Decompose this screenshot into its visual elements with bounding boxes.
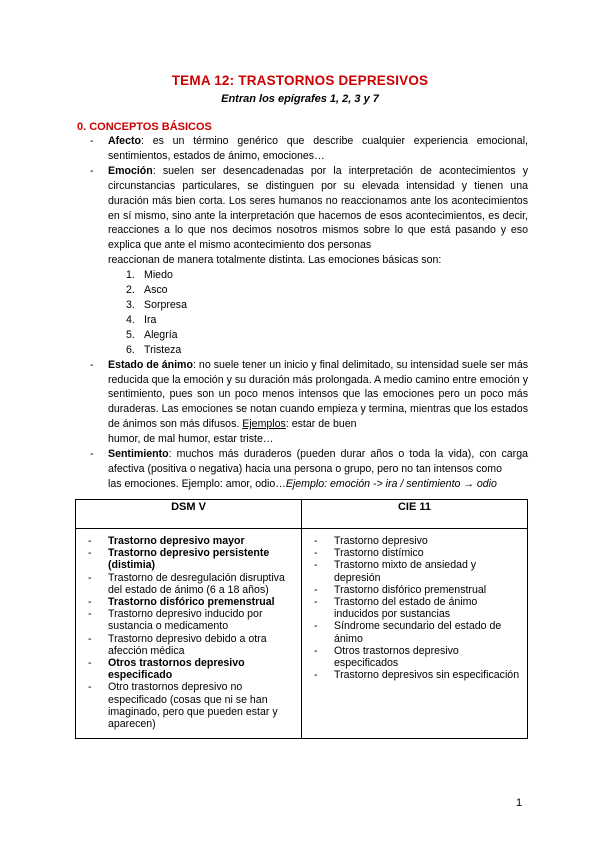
- concept-text-last: reaccionan de manera totalmente distinta. Las emociones básicas son:: [108, 254, 442, 267]
- dsm-item-text: Trastorno depresivo mayor: [108, 535, 245, 547]
- examples-text: : estar de buen: [285, 418, 357, 431]
- cie-item: - Trastorno mixto de ansiedad y depresión: [314, 559, 477, 584]
- dsm-column: [76, 529, 302, 739]
- concept-afecto: - Afecto: es un término genérico que describe cualquier experiencia emocional, sentimientos, estados de ánimo, emociones…: [90, 135, 528, 162]
- emotion-label: Alegría: [144, 328, 178, 341]
- dsm-item-text: Trastorno depresivo inducido por sustancia o medicamento: [108, 608, 263, 633]
- emotion-label: Miedo: [144, 269, 173, 282]
- emotion-item: [108, 298, 528, 313]
- cie-item-text: Otros trastornos depresivo especificados: [334, 644, 459, 670]
- table-header-dsm: DSM V: [76, 500, 302, 529]
- emotion-label: Tristeza: [144, 343, 182, 356]
- cie-item: - Otros trastornos depresivo especificados: [314, 644, 459, 670]
- dsm-item-text: Trastorno depresivo debido a otra afección médica: [108, 632, 267, 657]
- dsm-item: - Trastorno de desregulación disruptiva del estado de ánimo (6 a 18 años): [88, 571, 285, 596]
- concept-emocion: - Emoción: suelen ser desencadenadas por la interpretación de acontecimientos y circunstancias particulares, se distinguen por su elevada intensidad y tienen una duración más bien corta. Los seres humanos no reaccionamos ante los acontecimientos en sí mismo, sino ante la interpretación que hacemos de esos acontecimientos, es decir, reacciones a lo que nos decimos nosotros mismos sobre lo que está pasando y eso explica que ante el mismo acontecimiento dos personas reaccionan de manera totalmente distinta. Las emociones básicas son: 1. Miedo 2. Asco 3. Sorpresa 4. Ira 5. Alegría 6. Tristeza: [90, 164, 528, 356]
- emotion-number: 5.: [126, 328, 135, 341]
- dsm-item: - Trastorno depresivo persistente (distimia): [88, 547, 270, 572]
- concept-term: Estado de ánimo: [108, 358, 193, 371]
- emotion-number: 1.: [126, 269, 135, 282]
- document-subtitle: Entran los epígrafes 1, 2, 3 y 7: [221, 93, 379, 105]
- concept-sentimiento: - Sentimiento: muchos más duraderos (pueden durar años o toda la vida), con carga afectiva (positiva o negativa) hacia una persona o grupo, pero no tan intensos como las emociones. Ejemplo: amor, odio…Ejemplo: emoción -> ira / sentimiento → odio: [90, 448, 528, 490]
- cie-item: - Trastorno depresivo: [314, 535, 428, 547]
- basic-emotions-list: [108, 268, 528, 357]
- dsm-item: - Otros trastornos depresivo especificado: [88, 657, 245, 682]
- cie-item-text: Trastorno del estado de ánimo inducidos por sustancias: [334, 596, 478, 621]
- concept-text: : muchos más duraderos (pueden durar años o toda la vida), con carga afectiva (positiva o negativa) hacia una persona o grupo, pero no tan intensos como: [108, 448, 528, 475]
- concept-text: : es un término genérico que describe cualquier experiencia emocional, sentimientos, estados de ánimo, emociones…: [108, 135, 528, 162]
- dsm-item: - Trastorno depresivo inducido por sustancia o medicamento: [88, 608, 263, 633]
- concept-term: Emoción: [108, 164, 153, 177]
- dsm-item: - Trastorno depresivo mayor: [88, 535, 245, 547]
- emotion-item: [108, 328, 528, 343]
- dsm-item-text: Otros trastornos depresivo especificado: [108, 657, 245, 682]
- dsm-item-text: Trastorno disfórico premenstrual: [108, 596, 275, 609]
- cie-item: - Trastorno disfórico premenstrual: [314, 583, 487, 596]
- concept-list: [90, 134, 528, 492]
- document-title: TEMA 12: TRASTORNOS DEPRESIVOS: [171, 73, 429, 88]
- cie-item: - Síndrome secundario del estado de ánimo: [314, 620, 502, 645]
- section-heading: 0. CONCEPTOS BÁSICOS: [77, 121, 212, 133]
- emotion-item: [108, 313, 528, 328]
- concept-text-last: las emociones. Ejemplo: amor, odio…: [108, 477, 286, 490]
- concept-estado-animo: - Estado de ánimo: no suele tener un inicio y final delimitado, su intensidad suele ser más reducida que la emoción y su duración más prolongada. A medio camino entre emoción y sentimiento, pues son un poco menos intensos que las emociones pero un poco más duraderas. Las emociones se notan cuando empieza y termina, mientras que los estados de ánimos son más difusos. Ejemplos: estar de buen humor, de mal humor, estar triste…: [90, 358, 529, 446]
- cie-item: - Trastorno del estado de ánimo inducidos por sustancias: [314, 596, 478, 621]
- cie-item-text: Trastorno disfórico premenstrual: [334, 583, 487, 596]
- emotion-item: [108, 343, 528, 358]
- dsm-item: - Otro trastornos depresivo no especificado (cosas que ni se han imaginado, pero que pueden estar y aparecen): [88, 681, 278, 731]
- cie-item-text: Trastorno depresivos sin especificación: [334, 669, 520, 682]
- comparison-table: [75, 499, 528, 739]
- dsm-item-text: Trastorno de desregulación disruptiva del estado de ánimo (6 a 18 años): [108, 571, 285, 596]
- cie-column: [302, 529, 528, 739]
- emotion-label: Asco: [144, 284, 168, 297]
- cie-item-text: Trastorno distímico: [334, 547, 424, 560]
- concept-term: Sentimiento: [108, 448, 169, 461]
- cie-item-text: Síndrome secundario del estado de ánimo: [334, 620, 502, 645]
- cie-item-text: Trastorno mixto de ansiedad y depresión: [334, 559, 477, 584]
- dsm-item: - Trastorno disfórico premenstrual: [88, 596, 275, 609]
- cie-item-text: Trastorno depresivo: [334, 535, 428, 547]
- emotion-label: Ira: [144, 313, 157, 326]
- cie-item: - Trastorno distímico: [314, 547, 424, 560]
- table-header-cie: CIE 11: [302, 500, 528, 529]
- concept-text: : no suele tener un inicio y final delimitado, su intensidad suele ser más reducida que la emoción y su duración más prolongada. A medio camino entre emoción y sentimiento, pues son un poco menos intensos que las emociones pero un poco más duraderas. Las emociones se notan cuando empieza y termina, mientras que los estados de ánimos son más difusos.: [108, 358, 529, 431]
- emotion-number: 4.: [126, 313, 135, 326]
- dsm-item-text: Trastorno depresivo persistente (distimia): [108, 547, 270, 572]
- concept-text-last: humor, de mal humor, estar triste…: [108, 433, 274, 446]
- dsm-item: - Trastorno depresivo debido a otra afección médica: [88, 632, 267, 657]
- examples-label: Ejemplos: [242, 418, 286, 431]
- emotion-number: 2.: [126, 284, 135, 297]
- emotion-number: 6.: [126, 343, 135, 356]
- page-number: 1: [516, 797, 523, 809]
- emotion-item: [108, 283, 528, 298]
- emotion-number: 3.: [126, 298, 135, 311]
- emotion-label: Sorpresa: [144, 298, 187, 311]
- concept-term: Afecto: [108, 135, 141, 147]
- dsm-item-text: Otro trastornos depresivo no especificado (cosas que ni se han imaginado, pero que pueden estar y aparecen): [108, 681, 278, 731]
- concept-text: : suelen ser desencadenadas por la interpretación de acontecimientos y circunstancias particulares, se distinguen por su elevada intensidad y tienen una duración más bien corta. Los seres humanos no reaccionamos ante los acontecimientos en sí mismo, sino ante la interpretación que hacemos de esos acontecimientos, es decir, reacciones a lo que nos decimos nosotros mismos sobre lo que está pasando y eso explica que ante el mismo acontecimiento dos personas: [108, 164, 528, 252]
- emotion-item: [108, 268, 528, 283]
- example-italic: Ejemplo: emoción -> ira / sentimiento → odio: [285, 477, 497, 490]
- cie-item: - Trastorno depresivos sin especificación: [314, 669, 520, 682]
